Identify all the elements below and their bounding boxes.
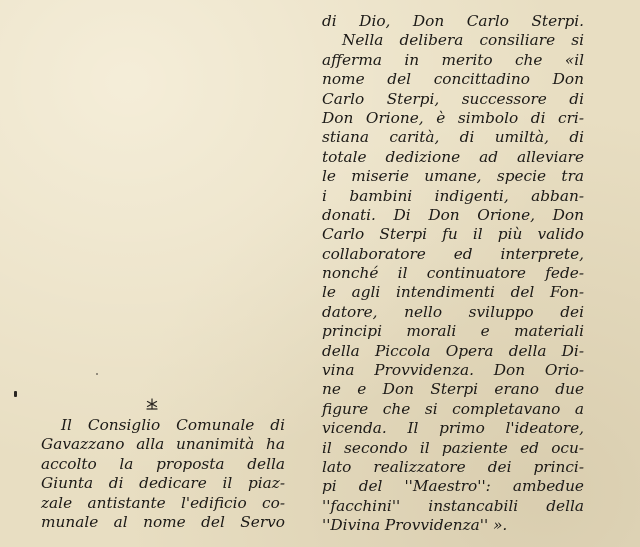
- article-line: le agli intendimenti del Fon-: [322, 283, 584, 302]
- article-line: ''Divina Provvidenza'' ».: [322, 516, 508, 535]
- article-line: Nella delibera consiliare si: [342, 31, 584, 50]
- article-line: ne e Don Sterpi erano due: [322, 380, 584, 399]
- article-line: accolto la proposta della: [41, 454, 285, 473]
- article-line: Giunta di dedicare il piaz-: [41, 474, 285, 493]
- article-line: principi morali e materiali: [322, 322, 584, 341]
- article-line: lato realizzatore dei princi-: [322, 457, 584, 476]
- article-line: stiana carità, di umiltà, di: [322, 128, 584, 147]
- article-line: zale antistante l'edificio co-: [41, 493, 285, 512]
- article-line: datore, nello sviluppo dei: [322, 302, 584, 321]
- article-line: Carlo Sterpi fu il più valido: [322, 225, 584, 244]
- article-line: vina Provvidenza. Don Orio-: [322, 361, 584, 380]
- article-line: munale al nome del Servo: [41, 512, 285, 531]
- article-line: Il Consiglio Comunale di: [61, 416, 285, 434]
- article-line: Don Orione, è simbolo di cri-: [322, 108, 584, 127]
- article-line: afferma in merito che «il: [322, 50, 584, 69]
- ink-speck: [14, 391, 17, 397]
- article-line: nonché il continuatore fede-: [322, 264, 584, 283]
- article-line: nome del concittadino Don: [322, 70, 584, 89]
- article-left-column: [41, 416, 285, 532]
- article-line: collaboratore ed interprete,: [322, 244, 584, 263]
- article-line: Carlo Sterpi, successore di: [322, 89, 584, 108]
- asterism-ornament-icon: [144, 396, 160, 412]
- article-line: della Piccola Opera della Di-: [322, 341, 584, 360]
- article-line: di Dio, Don Carlo Sterpi.: [322, 12, 584, 30]
- article-line: donati. Di Don Orione, Don: [322, 205, 584, 224]
- article-line: figure che si completavano a: [322, 399, 584, 418]
- ink-speck: [96, 373, 98, 375]
- article-line: pi del ''Maestro'': ambedue: [322, 477, 584, 496]
- article-line: il secondo il paziente ed ocu-: [322, 438, 584, 457]
- article-line: ''facchini'' instancabili della: [322, 496, 584, 515]
- article-line: vicenda. Il primo l'ideatore,: [322, 419, 584, 438]
- article-line: i bambini indigenti, abban-: [322, 186, 584, 205]
- article-line: Gavazzano alla unanimità ha: [41, 435, 285, 454]
- article-line: le miserie umane, specie tra: [322, 167, 584, 186]
- article-line: totale dedizione ad alleviare: [322, 147, 584, 166]
- article-right-column: [322, 12, 584, 536]
